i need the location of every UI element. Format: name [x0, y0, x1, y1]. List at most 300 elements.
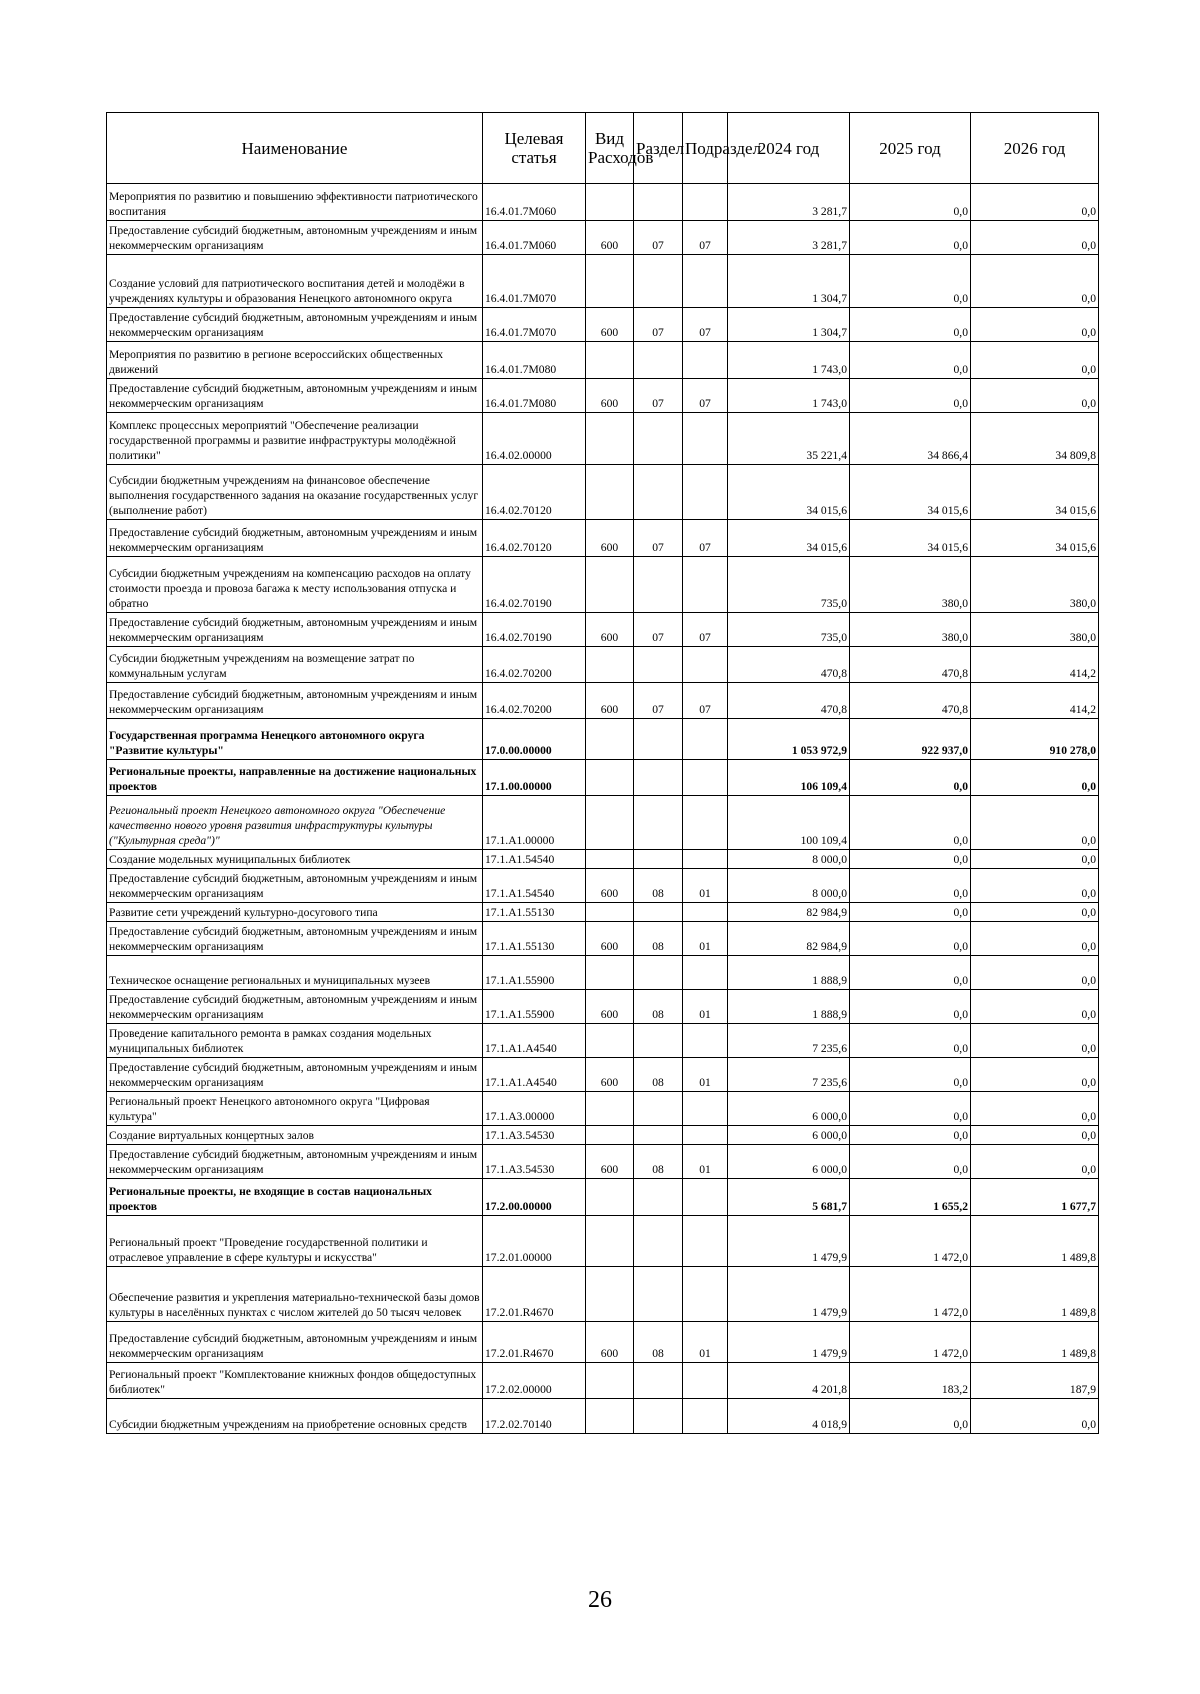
cell-code: 16.4.02.70200: [483, 683, 586, 719]
cell-2026: 0,0: [971, 869, 1099, 903]
cell-subsection: [683, 465, 728, 520]
cell-section: [634, 255, 683, 308]
cell-expense-type: 600: [586, 520, 634, 557]
cell-subsection: [683, 557, 728, 613]
cell-name: Предоставление субсидий бюджетным, автономным учреждениям и иным некоммерческим организациям: [107, 1058, 483, 1092]
cell-subsection: 01: [683, 1322, 728, 1363]
cell-2024: 7 235,6: [728, 1024, 850, 1058]
cell-2026: 1 489,8: [971, 1322, 1099, 1363]
cell-section: 08: [634, 1058, 683, 1092]
cell-name: Региональный проект Ненецкого автономного округа "Цифровая культура": [107, 1092, 483, 1126]
cell-section: [634, 1399, 683, 1434]
table-row: [107, 520, 1099, 557]
cell-2024: 1 888,9: [728, 956, 850, 990]
cell-code: 16.4.02.70120: [483, 465, 586, 520]
cell-section: [634, 1363, 683, 1399]
cell-section: 08: [634, 1145, 683, 1179]
cell-code: 17.2.02.00000: [483, 1363, 586, 1399]
cell-2025: 1 655,2: [850, 1179, 971, 1216]
cell-2024: 34 015,6: [728, 520, 850, 557]
cell-name: Государственная программа Ненецкого автономного округа "Развитие культуры": [107, 719, 483, 760]
cell-2026: 0,0: [971, 255, 1099, 308]
cell-subsection: [683, 956, 728, 990]
cell-name: Региональные проекты, не входящие в состав национальных проектов: [107, 1179, 483, 1216]
cell-name: Региональный проект "Проведение государственной политики и отраслевое управление в сфере культуры и искусства": [107, 1216, 483, 1267]
cell-name: Предоставление субсидий бюджетным, автономным учреждениям и иным некоммерческим организациям: [107, 922, 483, 956]
cell-subsection: 01: [683, 922, 728, 956]
cell-subsection: [683, 1179, 728, 1216]
cell-2024: 1 479,9: [728, 1216, 850, 1267]
cell-expense-type: [586, 1179, 634, 1216]
header-name: Наименование: [107, 113, 483, 184]
cell-name: Техническое оснащение региональных и муниципальных музеев: [107, 956, 483, 990]
cell-code: 17.2.01.00000: [483, 1216, 586, 1267]
cell-2025: 0,0: [850, 903, 971, 922]
cell-name: Региональный проект Ненецкого автономного округа "Обеспечение качественно нового уровня развития инфраструктуры культуры ("Культурная среда")": [107, 796, 483, 850]
cell-2024: 1 743,0: [728, 379, 850, 413]
cell-expense-type: [586, 1399, 634, 1434]
cell-subsection: 07: [683, 683, 728, 719]
cell-subsection: [683, 850, 728, 869]
table-row: [107, 342, 1099, 379]
cell-subsection: [683, 1267, 728, 1322]
cell-2024: 6 000,0: [728, 1145, 850, 1179]
table-row: [107, 1092, 1099, 1126]
header-expense-type: Вид Расходов: [586, 113, 634, 184]
table-row: [107, 1058, 1099, 1092]
cell-name: Создание виртуальных концертных залов: [107, 1126, 483, 1145]
cell-subsection: [683, 1126, 728, 1145]
cell-2024: 8 000,0: [728, 850, 850, 869]
cell-name: Мероприятия по развитию и повышению эффективности патриотического воспитания: [107, 184, 483, 221]
cell-code: 17.1.А3.54530: [483, 1126, 586, 1145]
cell-section: [634, 1216, 683, 1267]
cell-2024: 100 109,4: [728, 796, 850, 850]
cell-subsection: [683, 719, 728, 760]
cell-expense-type: [586, 255, 634, 308]
cell-2024: 1 304,7: [728, 255, 850, 308]
cell-2026: 1 489,8: [971, 1267, 1099, 1322]
table-row: [107, 922, 1099, 956]
cell-section: [634, 796, 683, 850]
cell-2024: 4 018,9: [728, 1399, 850, 1434]
cell-2026: 0,0: [971, 1126, 1099, 1145]
cell-2024: 1 743,0: [728, 342, 850, 379]
cell-name: Региональный проект "Комплектование книжных фондов общедоступных библиотек": [107, 1363, 483, 1399]
cell-2024: 35 221,4: [728, 413, 850, 465]
cell-2026: 414,2: [971, 647, 1099, 683]
cell-subsection: 01: [683, 990, 728, 1024]
cell-2025: 0,0: [850, 342, 971, 379]
cell-2026: 0,0: [971, 221, 1099, 255]
cell-2025: 380,0: [850, 557, 971, 613]
cell-subsection: 07: [683, 520, 728, 557]
table-row: [107, 1322, 1099, 1363]
cell-subsection: 07: [683, 613, 728, 647]
cell-code: 16.4.02.70120: [483, 520, 586, 557]
cell-2026: 1 489,8: [971, 1216, 1099, 1267]
cell-2026: 34 809,8: [971, 413, 1099, 465]
table-row: [107, 850, 1099, 869]
cell-code: 17.2.01.R4670: [483, 1322, 586, 1363]
cell-2026: 0,0: [971, 796, 1099, 850]
cell-2024: 3 281,7: [728, 184, 850, 221]
cell-section: [634, 557, 683, 613]
cell-section: [634, 1126, 683, 1145]
cell-2025: 0,0: [850, 922, 971, 956]
cell-2024: 6 000,0: [728, 1126, 850, 1145]
table-row: [107, 1145, 1099, 1179]
cell-code: 16.4.01.7М060: [483, 184, 586, 221]
cell-2025: 922 937,0: [850, 719, 971, 760]
cell-expense-type: [586, 956, 634, 990]
cell-section: [634, 413, 683, 465]
cell-expense-type: 600: [586, 922, 634, 956]
table-row: [107, 1363, 1099, 1399]
cell-2025: 0,0: [850, 255, 971, 308]
cell-expense-type: 600: [586, 1058, 634, 1092]
cell-subsection: 07: [683, 308, 728, 342]
cell-2025: 1 472,0: [850, 1322, 971, 1363]
cell-2024: 106 109,4: [728, 760, 850, 796]
cell-2026: 0,0: [971, 1145, 1099, 1179]
cell-expense-type: [586, 1363, 634, 1399]
cell-expense-type: 600: [586, 308, 634, 342]
cell-code: 16.4.01.7М080: [483, 342, 586, 379]
cell-2025: 0,0: [850, 1024, 971, 1058]
cell-subsection: 01: [683, 1058, 728, 1092]
cell-2025: 0,0: [850, 1145, 971, 1179]
cell-code: 16.4.01.7М060: [483, 221, 586, 255]
cell-2024: 3 281,7: [728, 221, 850, 255]
cell-code: 17.2.02.70140: [483, 1399, 586, 1434]
cell-name: Предоставление субсидий бюджетным, автономным учреждениям и иным некоммерческим организациям: [107, 613, 483, 647]
cell-subsection: 01: [683, 1145, 728, 1179]
cell-2026: 380,0: [971, 613, 1099, 647]
cell-subsection: [683, 413, 728, 465]
cell-expense-type: [586, 647, 634, 683]
cell-section: [634, 1267, 683, 1322]
cell-section: 08: [634, 869, 683, 903]
header-section: Раздел: [634, 113, 683, 184]
cell-section: [634, 465, 683, 520]
cell-2024: 735,0: [728, 557, 850, 613]
cell-2024: 5 681,7: [728, 1179, 850, 1216]
cell-2024: 82 984,9: [728, 922, 850, 956]
cell-section: [634, 850, 683, 869]
cell-2025: 34 866,4: [850, 413, 971, 465]
cell-2025: 0,0: [850, 1058, 971, 1092]
cell-2024: 82 984,9: [728, 903, 850, 922]
cell-name: Создание модельных муниципальных библиотек: [107, 850, 483, 869]
cell-section: [634, 342, 683, 379]
cell-code: 16.4.02.00000: [483, 413, 586, 465]
cell-2026: 0,0: [971, 922, 1099, 956]
cell-section: [634, 903, 683, 922]
cell-subsection: [683, 184, 728, 221]
cell-expense-type: 600: [586, 990, 634, 1024]
cell-2025: 0,0: [850, 956, 971, 990]
table-body: [107, 184, 1099, 1434]
cell-section: 07: [634, 520, 683, 557]
cell-2025: 0,0: [850, 796, 971, 850]
cell-expense-type: [586, 1092, 634, 1126]
cell-2025: 34 015,6: [850, 520, 971, 557]
table-row: [107, 613, 1099, 647]
table-row: [107, 719, 1099, 760]
header-year-2026: 2026 год: [971, 113, 1099, 184]
table-row: [107, 1179, 1099, 1216]
table-row: [107, 1126, 1099, 1145]
cell-2026: 0,0: [971, 308, 1099, 342]
cell-2025: 183,2: [850, 1363, 971, 1399]
table-row: [107, 413, 1099, 465]
cell-2025: 0,0: [850, 990, 971, 1024]
cell-2024: 7 235,6: [728, 1058, 850, 1092]
header-target-article: Целевая статья: [483, 113, 586, 184]
cell-subsection: 07: [683, 379, 728, 413]
table-row: [107, 1024, 1099, 1058]
cell-expense-type: 600: [586, 613, 634, 647]
cell-2025: 470,8: [850, 683, 971, 719]
cell-subsection: [683, 1216, 728, 1267]
cell-2026: 0,0: [971, 1058, 1099, 1092]
header-year-2025: 2025 год: [850, 113, 971, 184]
cell-code: 17.1.А1.55130: [483, 903, 586, 922]
cell-2024: 735,0: [728, 613, 850, 647]
table-row: [107, 221, 1099, 255]
table-row: [107, 308, 1099, 342]
cell-subsection: [683, 1024, 728, 1058]
cell-2025: 0,0: [850, 869, 971, 903]
cell-2025: 0,0: [850, 850, 971, 869]
cell-name: Предоставление субсидий бюджетным, автономным учреждениям и иным некоммерческим организациям: [107, 520, 483, 557]
cell-subsection: [683, 1092, 728, 1126]
table-row: [107, 956, 1099, 990]
cell-section: 08: [634, 922, 683, 956]
cell-section: 07: [634, 613, 683, 647]
cell-code: 17.1.А1.А4540: [483, 1024, 586, 1058]
cell-code: 16.4.02.70200: [483, 647, 586, 683]
cell-section: 07: [634, 379, 683, 413]
table-row: [107, 1216, 1099, 1267]
cell-2024: 1 479,9: [728, 1322, 850, 1363]
cell-expense-type: [586, 184, 634, 221]
cell-expense-type: [586, 1126, 634, 1145]
table-row: [107, 465, 1099, 520]
cell-expense-type: [586, 850, 634, 869]
cell-name: Предоставление субсидий бюджетным, автономным учреждениям и иным некоммерческим организациям: [107, 308, 483, 342]
cell-2025: 0,0: [850, 1092, 971, 1126]
page-number: 26: [588, 1587, 612, 1613]
cell-code: 16.4.02.70190: [483, 557, 586, 613]
cell-2026: 1 677,7: [971, 1179, 1099, 1216]
cell-2025: 470,8: [850, 647, 971, 683]
cell-section: 08: [634, 1322, 683, 1363]
cell-code: 17.1.А1.54540: [483, 869, 586, 903]
cell-2025: 34 015,6: [850, 465, 971, 520]
cell-2026: 34 015,6: [971, 520, 1099, 557]
cell-2026: 380,0: [971, 557, 1099, 613]
cell-2024: 1 053 972,9: [728, 719, 850, 760]
cell-section: 07: [634, 308, 683, 342]
cell-2025: 0,0: [850, 184, 971, 221]
cell-section: [634, 1179, 683, 1216]
cell-subsection: [683, 796, 728, 850]
cell-name: Субсидии бюджетным учреждениям на финансовое обеспечение выполнения государственного задания на оказание государственных услуг (выполнение работ): [107, 465, 483, 520]
cell-2026: 0,0: [971, 342, 1099, 379]
cell-name: Предоставление субсидий бюджетным, автономным учреждениям и иным некоммерческим организациям: [107, 1322, 483, 1363]
cell-subsection: [683, 760, 728, 796]
cell-code: 17.0.00.00000: [483, 719, 586, 760]
cell-2025: 0,0: [850, 308, 971, 342]
cell-expense-type: 600: [586, 379, 634, 413]
cell-code: 17.1.А1.00000: [483, 796, 586, 850]
cell-name: Субсидии бюджетным учреждениям на компенсацию расходов на оплату стоимости проезда и провоза багажа к месту использования отпуска и обратно: [107, 557, 483, 613]
cell-expense-type: [586, 1024, 634, 1058]
cell-2025: 380,0: [850, 613, 971, 647]
cell-code: 16.4.01.7М070: [483, 308, 586, 342]
cell-expense-type: 600: [586, 1145, 634, 1179]
table-row: [107, 990, 1099, 1024]
cell-2026: 34 015,6: [971, 465, 1099, 520]
cell-expense-type: [586, 1267, 634, 1322]
cell-2026: 0,0: [971, 760, 1099, 796]
cell-expense-type: 600: [586, 221, 634, 255]
table-row: [107, 760, 1099, 796]
cell-subsection: [683, 1399, 728, 1434]
cell-section: [634, 184, 683, 221]
cell-2024: 34 015,6: [728, 465, 850, 520]
cell-expense-type: 600: [586, 869, 634, 903]
cell-subsection: [683, 255, 728, 308]
cell-code: 17.1.А3.00000: [483, 1092, 586, 1126]
cell-name: Предоставление субсидий бюджетным, автономным учреждениям и иным некоммерческим организациям: [107, 683, 483, 719]
cell-2024: 8 000,0: [728, 869, 850, 903]
cell-expense-type: [586, 342, 634, 379]
cell-subsection: [683, 647, 728, 683]
cell-2026: 0,0: [971, 956, 1099, 990]
cell-name: Субсидии бюджетным учреждениям на возмещение затрат по коммунальным услугам: [107, 647, 483, 683]
cell-2026: 910 278,0: [971, 719, 1099, 760]
cell-code: 16.4.02.70190: [483, 613, 586, 647]
table-row: [107, 1399, 1099, 1434]
cell-2024: 1 304,7: [728, 308, 850, 342]
table-row: [107, 869, 1099, 903]
cell-2026: 0,0: [971, 1092, 1099, 1126]
cell-2025: 1 472,0: [850, 1267, 971, 1322]
header-year-2024: 2024 год: [728, 113, 850, 184]
cell-name: Субсидии бюджетным учреждениям на приобретение основных средств: [107, 1399, 483, 1434]
cell-name: Предоставление субсидий бюджетным, автономным учреждениям и иным некоммерческим организациям: [107, 221, 483, 255]
cell-2025: 0,0: [850, 760, 971, 796]
cell-section: [634, 1092, 683, 1126]
cell-code: 17.2.01.R4670: [483, 1267, 586, 1322]
cell-code: 17.1.00.00000: [483, 760, 586, 796]
cell-code: 17.2.00.00000: [483, 1179, 586, 1216]
cell-2025: 1 472,0: [850, 1216, 971, 1267]
cell-code: 17.1.А1.55900: [483, 990, 586, 1024]
cell-expense-type: [586, 557, 634, 613]
cell-section: [634, 647, 683, 683]
table-row: [107, 184, 1099, 221]
cell-2024: 4 201,8: [728, 1363, 850, 1399]
cell-subsection: 07: [683, 221, 728, 255]
cell-code: 17.1.А3.54530: [483, 1145, 586, 1179]
table-row: [107, 255, 1099, 308]
cell-code: 17.1.А1.54540: [483, 850, 586, 869]
cell-name: Предоставление субсидий бюджетным, автономным учреждениям и иным некоммерческим организациям: [107, 1145, 483, 1179]
cell-2026: 0,0: [971, 990, 1099, 1024]
cell-2024: 470,8: [728, 683, 850, 719]
table-row: [107, 903, 1099, 922]
cell-section: 08: [634, 990, 683, 1024]
cell-name: Предоставление субсидий бюджетным, автономным учреждениям и иным некоммерческим организациям: [107, 869, 483, 903]
cell-2024: 1 888,9: [728, 990, 850, 1024]
header-subsection: Подраздел: [683, 113, 728, 184]
cell-expense-type: [586, 796, 634, 850]
cell-code: 16.4.01.7М080: [483, 379, 586, 413]
cell-expense-type: [586, 903, 634, 922]
cell-name: Обеспечение развития и укрепления материально-технической базы домов культуры в населённых пунктах с числом жителей до 50 тысяч человек: [107, 1267, 483, 1322]
table-row: [107, 796, 1099, 850]
budget-table: [106, 112, 1099, 1434]
cell-section: 07: [634, 683, 683, 719]
cell-expense-type: 600: [586, 683, 634, 719]
cell-code: 17.1.А1.55130: [483, 922, 586, 956]
cell-code: 17.1.А1.А4540: [483, 1058, 586, 1092]
cell-subsection: [683, 903, 728, 922]
cell-2024: 470,8: [728, 647, 850, 683]
cell-name: Мероприятия по развитию в регионе всероссийских общественных движений: [107, 342, 483, 379]
table-row: [107, 379, 1099, 413]
cell-2026: 0,0: [971, 379, 1099, 413]
cell-subsection: [683, 1363, 728, 1399]
cell-2026: 187,9: [971, 1363, 1099, 1399]
cell-expense-type: [586, 1216, 634, 1267]
cell-2026: 0,0: [971, 1024, 1099, 1058]
cell-2026: 0,0: [971, 1399, 1099, 1434]
cell-section: [634, 1024, 683, 1058]
cell-subsection: [683, 342, 728, 379]
table-row: [107, 557, 1099, 613]
cell-section: 07: [634, 221, 683, 255]
cell-expense-type: [586, 719, 634, 760]
cell-section: [634, 719, 683, 760]
cell-name: Региональные проекты, направленные на достижение национальных проектов: [107, 760, 483, 796]
cell-expense-type: [586, 760, 634, 796]
cell-expense-type: 600: [586, 1322, 634, 1363]
cell-code: 17.1.А1.55900: [483, 956, 586, 990]
cell-name: Предоставление субсидий бюджетным, автономным учреждениям и иным некоммерческим организациям: [107, 990, 483, 1024]
cell-2026: 0,0: [971, 903, 1099, 922]
cell-2025: 0,0: [850, 1126, 971, 1145]
cell-name: Создание условий для патриотического воспитания детей и молодёжи в учреждениях культуры и образования Ненецкого автономного округа: [107, 255, 483, 308]
cell-2026: 0,0: [971, 850, 1099, 869]
cell-name: Предоставление субсидий бюджетным, автономным учреждениям и иным некоммерческим организациям: [107, 379, 483, 413]
cell-section: [634, 956, 683, 990]
cell-expense-type: [586, 465, 634, 520]
cell-2025: 0,0: [850, 1399, 971, 1434]
cell-2025: 0,0: [850, 379, 971, 413]
cell-name: Проведение капитального ремонта в рамках создания модельных муниципальных библиотек: [107, 1024, 483, 1058]
cell-name: Развитие сети учреждений культурно-досугового типа: [107, 903, 483, 922]
cell-expense-type: [586, 413, 634, 465]
cell-name: Комплекс процессных мероприятий "Обеспечение реализации государственной программы и развитие инфраструктуры молодёжной политики": [107, 413, 483, 465]
cell-2026: 0,0: [971, 184, 1099, 221]
cell-section: [634, 760, 683, 796]
table-row: [107, 683, 1099, 719]
